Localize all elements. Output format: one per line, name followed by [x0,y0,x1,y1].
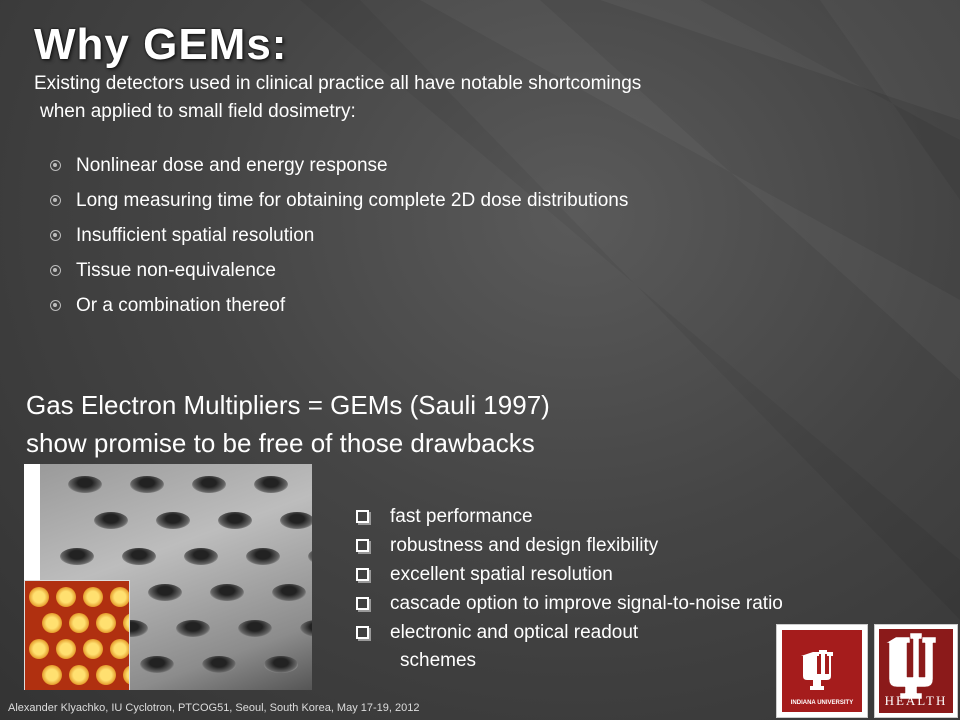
gem-hole [202,656,236,673]
gem-line-2: show promise to be free of those drawbacks [26,428,535,458]
iu-health-logo [874,624,958,718]
bullet-icon [50,160,61,171]
gem-hole-glow [96,613,116,633]
gem-hole-glow [83,639,103,659]
gem-hole-glow [96,665,116,685]
health-logo-label: HEALTH [884,693,948,708]
gem-hole-glow [56,587,76,607]
gem-hole-glow [110,587,130,607]
gem-hole-glow [110,639,130,659]
gem-hole-glow [42,665,62,685]
gem-hole [280,512,312,529]
list-item: excellent spatial resolution [356,560,783,589]
checkbox-bullet-icon [356,597,369,610]
gem-hole [254,476,288,493]
gem-statement [26,386,550,462]
gem-hole-glow [123,613,130,633]
list-item: fast performance [356,502,783,531]
checkbox-bullet-icon [356,539,369,552]
checkbox-bullet-icon [356,568,369,581]
gem-line-1: Gas Electron Multipliers = GEMs (Sauli 1997) [26,390,550,420]
bullet-icon [50,230,61,241]
slide-subtitle [34,70,834,126]
gem-hole [192,476,226,493]
slide-title: Why GEMs: [34,20,288,69]
gem-hole-glow [83,587,103,607]
list-item: Or a combination thereof [50,288,628,323]
iu-logo-label: INDIANA UNIVERSITY [790,700,854,706]
bullet-icon [50,195,61,206]
gem-hole [94,512,128,529]
gem-hole [264,656,298,673]
gem-hole [300,620,312,637]
gem-hole [308,548,312,565]
gem-hole [246,548,280,565]
gem-hole [218,512,252,529]
subtitle-line-2: when applied to small field dosimetry: [40,101,356,122]
list-item: Nonlinear dose and energy response [50,148,628,183]
checkbox-bullet-icon [356,510,369,523]
gem-hole [272,584,306,601]
bullet-icon [50,300,61,311]
list-continuation: schemes [400,650,477,671]
gem-hole [238,620,272,637]
gem-hole-glow [42,613,62,633]
gem-hole-glow [69,665,89,685]
gem-hole-glow [123,665,130,685]
gem-hole [148,584,182,601]
gem-hole-glow [29,639,49,659]
gem-hole [210,584,244,601]
gem-hole [140,656,174,673]
gem-hole [68,476,102,493]
gem-advantages-list [356,502,783,647]
gem-hole [60,548,94,565]
gem-microscope-image [24,464,312,690]
slide-footer: Alexander Klyachko, IU Cyclotron, PTCOG51, Seoul, South Korea, May 17-19, 2012 [8,702,420,714]
gem-hole-glow [69,613,89,633]
gem-hole-glow [56,639,76,659]
list-item: robustness and design flexibility [356,531,783,560]
gem-hole [156,512,190,529]
list-item: Tissue non-equivalence [50,253,628,288]
checkbox-bullet-icon [356,626,369,639]
subtitle-line-1: Existing detectors used in clinical practice all have notable shortcomings [34,73,642,94]
gem-hole [184,548,218,565]
list-item: Long measuring time for obtaining complete 2D dose distributions [50,183,628,218]
list-item: electronic and optical readout [356,618,783,647]
gem-optical-inset-image [24,580,130,690]
gem-hole-glow [29,587,49,607]
shortcomings-list [50,148,628,323]
bullet-icon [50,265,61,276]
list-item: Insufficient spatial resolution [50,218,628,253]
gem-hole [130,476,164,493]
indiana-university-logo [776,624,868,718]
gem-hole [176,620,210,637]
gem-hole [122,548,156,565]
list-item: cascade option to improve signal-to-noise ratio [356,589,783,618]
